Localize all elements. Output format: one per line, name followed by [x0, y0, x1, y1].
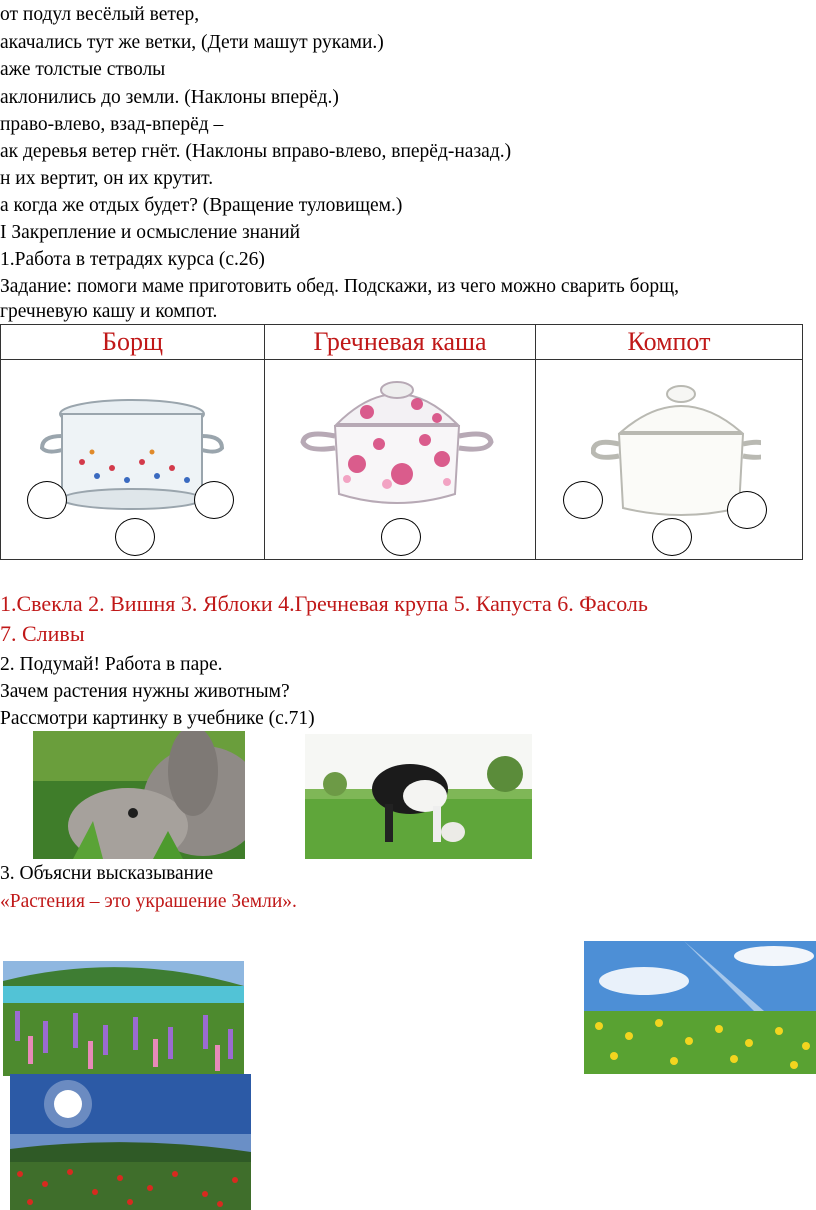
text-line: акачались тут же ветки, (Дети машут руками.): [0, 32, 384, 53]
text-line: а когда же отдых будет? (Вращение туловищем.): [0, 195, 403, 216]
pots-table: [0, 324, 803, 560]
text-line: от подул весёлый ветер,: [0, 4, 200, 25]
ingredient-options: 7. Сливы: [0, 621, 85, 646]
section-2-question: Зачем растения нужны животным?: [0, 681, 290, 702]
ingredient-options: 1.Свекла 2. Вишня 3. Яблоки 4.Гречневая крупа 5. Капуста 6. Фасоль: [0, 591, 648, 616]
text-line: право-влево, взад-вперёд –: [0, 114, 224, 135]
text-line: аже толстые стволы: [0, 59, 166, 80]
answer-circle[interactable]: [727, 491, 767, 529]
poppy-field-image: [10, 1074, 251, 1210]
section-3-quote: «Растения – это украшение Земли».: [0, 891, 297, 912]
section-2-title: 2. Подумай! Работа в паре.: [0, 654, 223, 675]
answer-circle[interactable]: [381, 518, 421, 556]
cell-buckwheat: [265, 360, 536, 560]
floral-pot-icon: [297, 374, 497, 514]
answer-circle[interactable]: [194, 481, 234, 519]
header-compote: Компот: [536, 325, 803, 360]
section-2-instruction: Рассмотри картинку в учебнике (с.71): [0, 708, 315, 729]
task-heading: 1.Работа в тетрадях курса (с.26): [0, 249, 265, 270]
text-line: н их вертит, он их крутит.: [0, 168, 214, 189]
header-borscht: Борщ: [1, 325, 265, 360]
rabbit-image: [33, 731, 245, 859]
answer-circle[interactable]: [115, 518, 155, 556]
cow-image: [305, 734, 532, 859]
task-text: Задание: помоги маме приготовить обед. Подскажи, из чего можно сварить борщ,: [0, 276, 679, 297]
cell-compote: [536, 360, 803, 560]
text-line: аклонились до земли. (Наклоны вперёд.): [0, 87, 339, 108]
task-text: гречневую кашу и компот.: [0, 301, 218, 322]
answer-circle[interactable]: [27, 481, 67, 519]
answer-circle[interactable]: [563, 481, 603, 519]
section-3-title: 3. Объясни высказывание: [0, 863, 214, 884]
header-buckwheat: Гречневая каша: [265, 325, 536, 360]
text-line: ак деревья ветер гнёт. (Наклоны вправо-влево, вперёд-назад.): [0, 141, 512, 162]
lupin-meadow-image: [3, 941, 244, 1076]
section-heading: I Закрепление и осмысление знаний: [0, 222, 301, 243]
dandelion-field-image: [584, 941, 816, 1074]
answer-circle[interactable]: [652, 518, 692, 556]
cell-borscht: [1, 360, 265, 560]
